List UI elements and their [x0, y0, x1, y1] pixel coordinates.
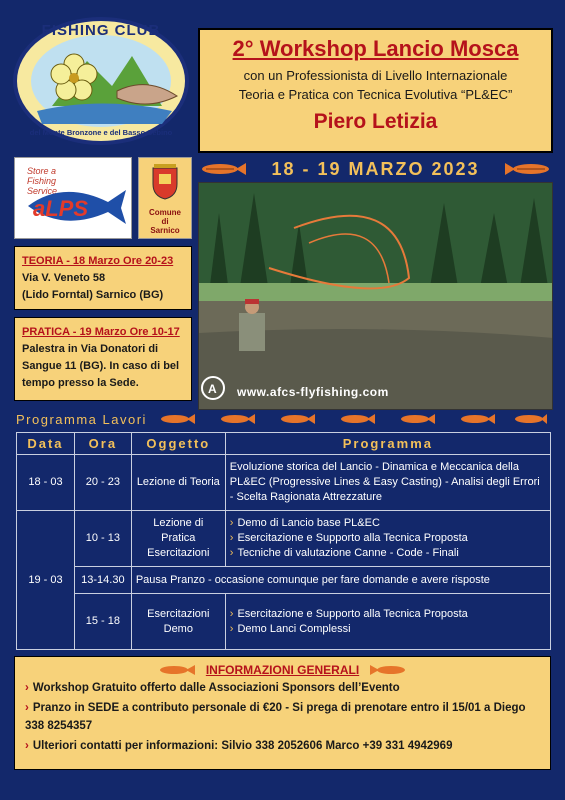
- programma-title: Programma Lavori: [16, 411, 147, 427]
- teoria-box: [14, 246, 192, 310]
- teoria-line-1: Via V. Veneto 58: [22, 272, 106, 284]
- cell-data: 18 - 03: [17, 455, 75, 511]
- fly-fishing-photo: [198, 182, 553, 410]
- bullet-icon: ›: [229, 607, 234, 620]
- fish-icon: [503, 162, 553, 176]
- club-subtitle: del Monte Bronzone e del Basso Sebino: [29, 128, 173, 137]
- svg-text:A: A: [208, 382, 217, 396]
- schedule-table: [16, 432, 551, 650]
- club-name: FISHING CLUB: [41, 22, 161, 39]
- title-box: [198, 28, 553, 153]
- alps-name: aLPS: [33, 196, 89, 221]
- teoria-heading: TEORIA - 18 Marzo Ore 20-23: [22, 255, 174, 267]
- pratica-heading: PRATICA - 19 Marzo Ore 10-17: [22, 326, 180, 338]
- fish-icon: [198, 162, 248, 176]
- bullet-icon: ›: [25, 682, 29, 694]
- bullet-icon: ›: [229, 547, 234, 559]
- event-dates: 18 - 19 MARZO 2023: [271, 158, 480, 179]
- info-item: › Ulteriori contatti per informazioni: Silvio 338 2052606 Marco +39 331 4942969: [25, 740, 453, 752]
- cell-ora: 13-14.30: [74, 567, 131, 594]
- fish-icon: [158, 664, 196, 676]
- cell-ora: 15 - 18: [74, 594, 131, 650]
- pratica-box: [14, 317, 192, 401]
- cell-programma: Pausa Pranzo - occasione comunque per fare domande e avere risposte: [131, 567, 550, 594]
- pratica-body: Palestra in Via Donatori di Sangue 11 (BG). In caso di bel tempo presso la Sede.: [22, 343, 180, 389]
- table-row: [17, 594, 551, 650]
- title-subtitle-1: con un Professionista di Livello Internazionale: [243, 68, 508, 83]
- table-row: [17, 511, 551, 567]
- bullet-icon: ›: [229, 532, 234, 544]
- general-info-heading: INFORMAZIONI GENERALI: [205, 663, 360, 677]
- workshop-title: 2° Workshop Lancio Mosca: [232, 36, 519, 61]
- header-programma: Programma: [225, 433, 550, 455]
- fishing-club-logo: [12, 16, 190, 146]
- header-data: Data: [17, 433, 75, 455]
- comune-sarnico-logo: [138, 157, 192, 239]
- cell-programma: › Esercitazione e Supporto alla Tecnica Proposta › Demo Lanci Complessi: [225, 594, 550, 650]
- header-oggetto: Oggetto: [131, 433, 225, 455]
- fish-icon: [369, 664, 407, 676]
- bullet-icon: ›: [25, 740, 29, 752]
- table-row: [17, 567, 551, 594]
- general-info-box: [14, 656, 551, 770]
- coat-of-arms-icon: [150, 164, 180, 200]
- cell-programma: › Demo di Lancio base PL&EC › Esercitazione e Supporto alla Tecnica Proposta › Tecniche di valutazione Canne - Code - Finali: [225, 511, 550, 567]
- comune-label: Comune di Sarnico: [149, 208, 181, 235]
- bullet-icon: ›: [229, 517, 234, 529]
- title-subtitle-2: Teoria e Pratica con Tecnica Evolutiva “PL&EC”: [238, 87, 513, 102]
- bullet-icon: ›: [25, 702, 29, 714]
- table-row: [17, 455, 551, 511]
- header-ora: Ora: [74, 433, 131, 455]
- table-header-row: [17, 433, 551, 455]
- cell-ora: 20 - 23: [74, 455, 131, 511]
- teoria-line-2: (Lido Forntal) Sarnico (BG): [22, 289, 164, 301]
- website-url: www.afcs-flyfishing.com: [237, 385, 389, 399]
- alps-sponsor-logo: [14, 157, 132, 239]
- cell-ora: 10 - 13: [74, 511, 131, 567]
- instructor-name: Piero Letizia: [313, 110, 438, 133]
- cell-oggetto: Lezione di Teoria: [131, 455, 225, 511]
- cell-oggetto: Esercitazioni Demo: [131, 594, 225, 650]
- bullet-icon: ›: [229, 622, 234, 635]
- cell-data: 19 - 03: [17, 511, 75, 650]
- general-info-heading-row: [25, 663, 540, 677]
- programma-title-row: [16, 411, 553, 427]
- info-item: › Workshop Gratuito offerto dalle Associazioni Sponsors dell’Evento: [25, 682, 400, 694]
- fish-row-icon: [157, 412, 547, 426]
- cell-programma: Evoluzione storica del Lancio - Dinamica e Meccanica della PL&EC (Progressive Lines & Easy Casting) - Analisi degli Errori - Scelta Ragionata Attrezzature: [225, 455, 550, 511]
- date-row: [198, 158, 553, 180]
- info-item: › Pranzo in SEDE a contributo personale di €20 - Si prega di prenotare entro il 15/01 a Diego 338 8254357: [25, 702, 526, 732]
- cell-oggetto: Lezione di Pratica Esercitazioni: [131, 511, 225, 567]
- alps-tagline: Store a Fishing Service: [27, 166, 58, 196]
